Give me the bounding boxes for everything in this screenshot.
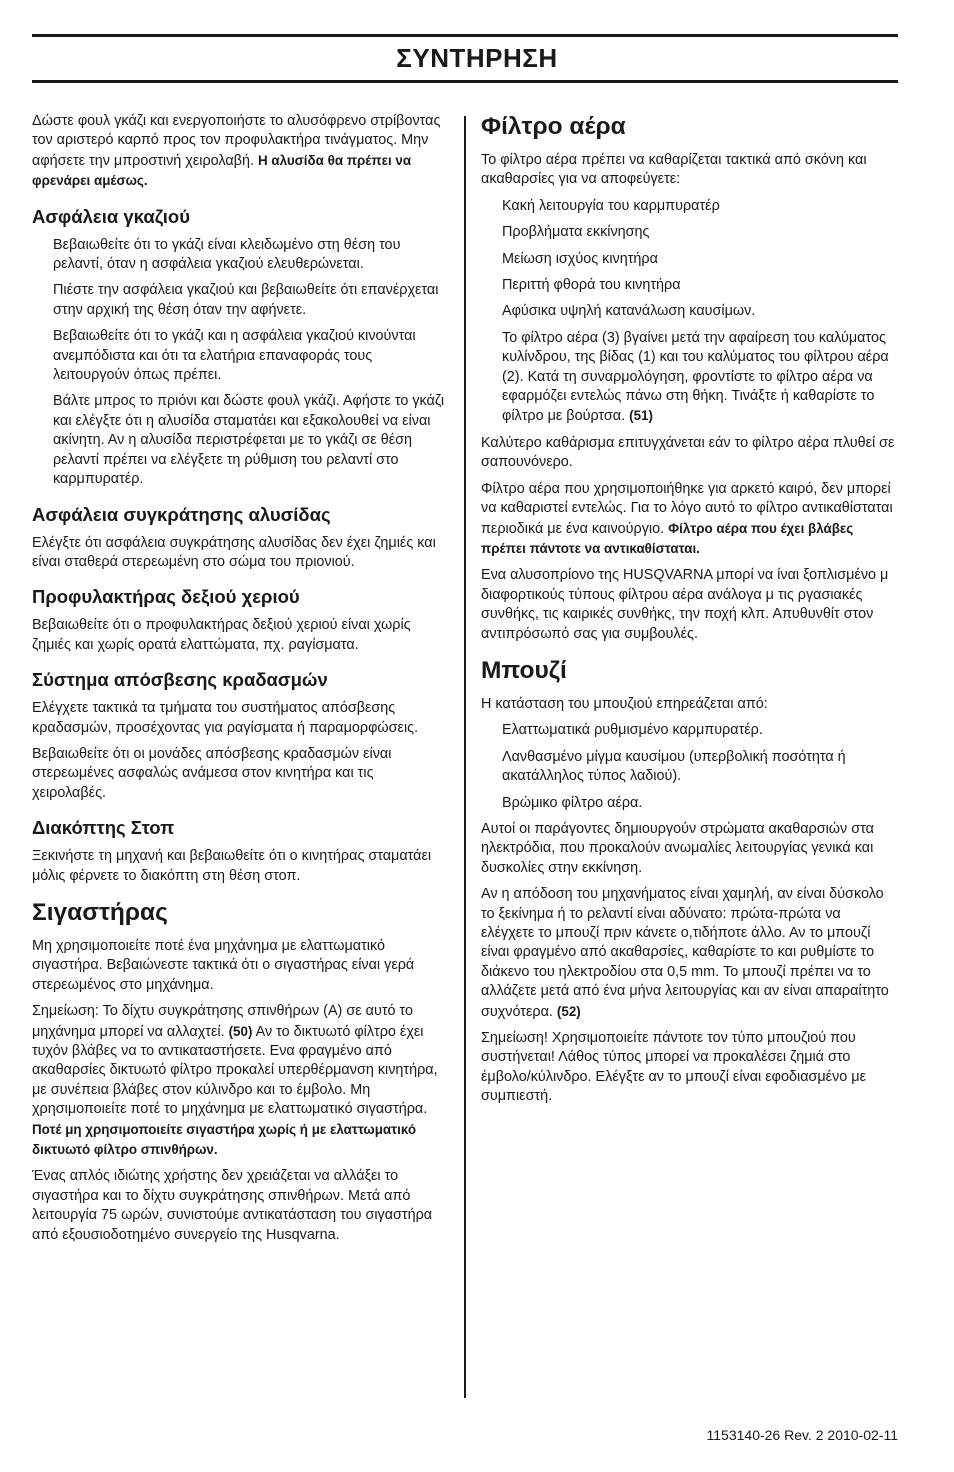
muffler-p1: Μη χρησιμοποιείτε ποτέ ένα μηχάνημα με ελαττωματικό σιγαστήρα. Βεβαιώνεστε τακτικά ότι ο σιγαστήρας είναι γερά στερεωμένος στο μηχάνημα. bbox=[32, 937, 415, 993]
spark-plug-list-item: Βρώμικο φίλτρο αέρα. bbox=[502, 794, 643, 811]
chain-catcher-heading: Ασφάλεια συγκράτησης αλυσίδας bbox=[32, 503, 331, 525]
right-column bbox=[481, 112, 897, 1114]
air-filter-p2 bbox=[502, 329, 897, 427]
air-filter-heading: Φίλτρο αέρα bbox=[481, 113, 626, 140]
muffler-p2-text-b: Αν το δικτυωτό φίλτρο έχει τυχόν βλάβες να το αντικαταστήσετε. Ενα φραγμένο από ακαθαρσίες δικτυωτό φίλτρο προκαλεί υπερθέρμανση κινητήρα, με συνέπεια βλάβες στον κύλινδρο και το έμβολο. Μη χρησιμοποιείτε ποτέ το μηχάνημα με ελαττωματικό σιγαστήρα. bbox=[32, 1023, 438, 1118]
right-hand-guard-p1: Βεβαιωθείτε ότι ο προφυλακτήρας δεξιού χεριού είναι χωρίς ζημιές και χωρίς ορατά ελαττώματα, πχ. ραγίσματα. bbox=[32, 617, 411, 653]
stop-switch-p1: Ξεκινήστε τη μηχανή και βεβαιωθείτε ότι ο κινητήρας σταματάει μόλις φέρνετε το διακόπτη στη θέση στοπ. bbox=[32, 848, 432, 884]
air-filter-p1: Το φίλτρο αέρα πρέπει να καθαρίζεται τακτικά από σκόνη και ακαθαρσίες για να αποφεύγετε: bbox=[481, 152, 867, 188]
air-filter-warning: Φίλτρο αέρα που έχει βλάβες πρέπει πάντοτε να αντικαθίσταται. bbox=[481, 520, 854, 556]
figure-ref-50: (50) bbox=[228, 1023, 253, 1039]
muffler-p2-text-a: Σημείωση: Το δίχτυ συγκράτησης σπινθήρων (A) σε αυτό το μηχάνημα μπορεί να αλλαχτεί. bbox=[32, 1003, 413, 1040]
chain-catcher-p1: Ελέγξτε ότι ασφάλεια συγκράτησης αλυσίδας δεν έχει ζημιές και είναι σταθερά στερεωμένη στο σώμα του πριονιού. bbox=[32, 534, 436, 570]
intro-warning: Η αλυσίδα θα πρέπει να φρενάρει αμέσως. bbox=[32, 152, 412, 189]
left-column bbox=[32, 112, 450, 1252]
spark-plug-p3 bbox=[481, 885, 897, 1022]
throttle-lock-heading: Ασφάλεια γκαζιού bbox=[32, 205, 190, 227]
footer-doc-ref: 1153140-26 Rev. 2 2010-02-11 bbox=[706, 1427, 898, 1443]
figure-ref-51: (51) bbox=[629, 408, 653, 424]
muffler-p2 bbox=[32, 1002, 450, 1160]
right-hand-guard-heading: Προφυλακτήρας δεξιού χεριού bbox=[32, 586, 300, 608]
throttle-lock-p3: Βεβαιωθείτε ότι το γκάζι και η ασφάλεια γκαζιού κινούνται ανεμπόδιστα και ότι τα ελατήρια επαναφοράς τους λειτουργούν όπως πρέπει. bbox=[53, 328, 416, 384]
air-filter-p3: Καλύτερο καθάρισμα επιτυγχάνεται εάν το φίλτρο αέρα πλυθεί σε σαπουνόνερο. bbox=[481, 434, 895, 471]
anti-vibration-heading: Σύστημα απόσβεσης κραδασμών bbox=[32, 669, 328, 691]
intro-text: Δώστε φουλ γκάζι και ενεργοποιήστε το αλυσόφρενο στρίβοντας τον αριστερό καρπό προς τον προφυλακτήρα τινάγματος. Μην αφήσετε την μπροστινή χειρολαβή. bbox=[32, 113, 441, 169]
spark-plug-list-item: Ελαττωματικά ρυθμισμένο καρμπυρατέρ. bbox=[502, 722, 763, 739]
air-filter-list-item: Κακή λειτουργία του καρμπυρατέρ bbox=[502, 197, 720, 214]
spark-plug-heading: Μπουζί bbox=[481, 656, 567, 684]
throttle-lock-p4: Βάλτε μπρος το πριόνι και δώστε φουλ γκάζι. Αφήστε το γκάζι και ελέγξτε ότι η αλυσίδα σταματάει και εξακολουθεί να είναι ακίνητη. Αν η αλυσίδα περιστρέφεται με το γκάζι σε θέση ρελαντί πρέπει να ελέγξετε τη ρύθμιση του ρελαντί στο καρμπυρατέρ. bbox=[53, 393, 445, 488]
spark-plug-p1: Η κατάσταση του μπουζιού επηρεάζεται από: bbox=[481, 695, 768, 712]
air-filter-list-item: Αφύσικα υψηλή κατανάλωση καυσίμων. bbox=[502, 303, 756, 320]
header-rule-bottom bbox=[32, 80, 898, 83]
throttle-lock-p1: Βεβαιωθείτε ότι το γκάζι είναι κλειδωμένο στη θέση του ρελαντί, όταν η ασφάλεια γκαζιού ελευθερώνεται. bbox=[53, 236, 401, 273]
anti-vibration-p2: Βεβαιωθείτε ότι οι μονάδες απόσβεσης κραδασμών είναι στερεωμένες ασφαλώς ανάμεσα στον κινητήρα και τις χειρολαβές. bbox=[32, 745, 392, 801]
anti-vibration-p1: Ελέγχετε τακτικά τα τμήματα του συστήματος απόσβεσης κραδασμών, προσέχοντας για ραγίσματα ή παραμορφώσεις. bbox=[32, 700, 419, 736]
column-divider bbox=[464, 116, 466, 1398]
muffler-p3: Ένας απλός ιδιώτης χρήστης δεν χρειάζεται να αλλάξει το σιγαστήρα και το δίχτυ συγκράτησης σπινθήρων. Μετά από λειτουργία 75 ωρών, συνιστούμε αντικατάσταση του σιγαστήρα από εξουσιοδοτημένο συνεργείο της Husqvarna. bbox=[32, 1168, 433, 1243]
header-rule-top bbox=[32, 34, 898, 37]
figure-ref-52: (52) bbox=[556, 1003, 581, 1019]
air-filter-list-item: Μείωση ισχύος κινητήρα bbox=[502, 250, 658, 267]
stop-switch-heading: Διακόπτης Στοπ bbox=[32, 817, 175, 839]
air-filter-p4-text: Φίλτρο αέρα που χρησιμοποιήθηκε για αρκετό καιρό, δεν μπορεί να καθαριστεί εντελώς. Για το λόγο αυτό το φίλτρο αντικαθίσταται περιοδικά με ένα καινούργιο. bbox=[481, 480, 893, 537]
spark-plug-p4: Σημείωση! Χρησιμοποιείτε πάντοτε τον τύπο μπουζιού που συστήνεται! Λάθος τύπος μπορεί να προκαλέσει ζημιά στο έμβολο/κύλινδρο. Ελέγξτε αν το μπουζί είναι εφοδιασμένο με συμπιεστή. bbox=[481, 1030, 867, 1105]
air-filter-list-item: Περιττή φθορά του κινητήρα bbox=[502, 277, 681, 294]
muffler-heading: Σιγαστήρας bbox=[32, 898, 168, 926]
muffler-warning: Ποτέ μη χρησιμοποιείτε σιγαστήρα χωρίς ή με ελαττωματικό δικτυωτό φίλτρο σπινθήρων. bbox=[32, 1121, 417, 1158]
spark-plug-p3-text: Αν η απόδοση του μηχανήματος είναι χαμηλή, αν είναι δύσκολο το ξεκίνημα ή το ρελαντί είναι αδύνατο: πρώτα-πρώτα να ελέγχετε το μπουζί πριν κάνετε ο,τιδήποτε άλλο. Αν το μπουζί είναι φραγμένο από ακαθαρσίες, καθαρίστε το και ρυθμίστε το διάκενο του ηλεκτροδίου στα 0,5 mm. Το μπουζί πρέπει να το αλλάζετε μετά από ένα μήνα λειτουργίας και αν είναι απαραίτητο συχνότερα. bbox=[481, 886, 889, 1020]
air-filter-list-item: Προβλήματα εκκίνησης bbox=[502, 224, 650, 241]
spark-plug-list-item: Λανθασμένο μίγμα καυσίμου (υπερβολική ποσότητα ή ακατάλληλος τύπος λαδιού). bbox=[502, 748, 846, 785]
spark-plug-p2: Αυτοί οι παράγοντες δημιουργούν στρώματα ακαθαρσιών στα ηλεκτρόδια, που προκαλούν ανωμαλίες λειτουργίας γενικά και δυσκολίες στην εκκίνηση. bbox=[481, 820, 874, 876]
intro-paragraph bbox=[32, 112, 450, 192]
air-filter-p5: Ενα αλυσοπρίονο της HUSQVARNA μπορί να ίναι ξοπλισμένο μ διαφορτικούς τύπους φίλτρου αέρα ανάλογα μ τις ργασιακές συνθήκς, τις καιρικές συνθήκς, την ποχή κλπ. Απυθυνθίτ στον αντιπρόσωπό σας για συμβουλές. bbox=[481, 567, 889, 642]
air-filter-p2-text: Το φίλτρο αέρα (3) βγαίνει μετά την αφαίρεση του καλύματος κυλίνδρου, της βίδας (1) και του καλύματος του φίλτρου αέρα (2). Κατά τη συναρμολόγηση, φροντίστε το φίλτρο αέρα να εφαρμόζει εντελώς πάνω στη θήκη. Τινάξτε ή καθαρίστε το φίλτρο με βούρτσα. bbox=[502, 329, 889, 425]
air-filter-p4 bbox=[481, 480, 897, 560]
page-title: ΣΥΝΤΗΡΗΣΗ bbox=[396, 43, 558, 73]
throttle-lock-p2: Πιέστε την ασφάλεια γκαζιού και βεβαιωθείτε ότι επανέρχεται στην αρχική της θέση όταν την αφήνετε. bbox=[53, 282, 439, 318]
